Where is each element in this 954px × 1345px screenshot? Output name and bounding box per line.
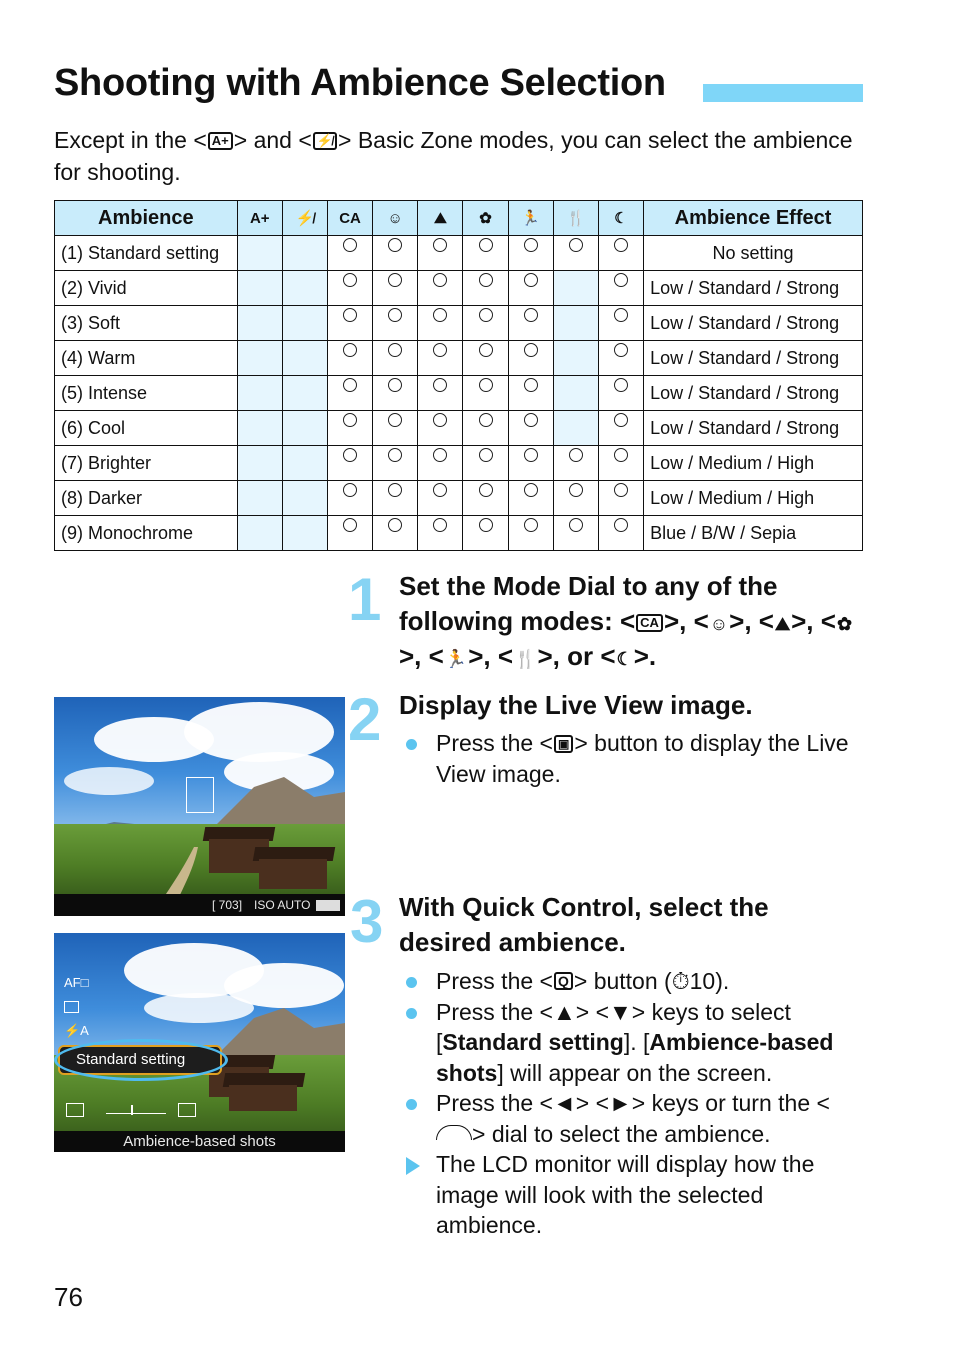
page-number: 76 [54,1282,83,1312]
intro-part: Except in the < [54,127,207,153]
intro-text [54,124,864,188]
availability-cell [463,376,508,411]
available-circle-icon [388,308,402,322]
availability-cell [598,481,643,516]
availability-cell [508,516,553,551]
available-circle-icon [343,518,357,532]
availability-cell [237,341,282,376]
step-3-bullets [404,966,864,1241]
availability-cell [463,306,508,341]
availability-cell [373,236,418,271]
availability-cell [598,411,643,446]
slider-track [106,1113,166,1114]
night-portrait-icon: ☾ [616,649,633,669]
landscape-icon: ⛰ [418,201,463,236]
iso-readout: ISO AUTO [254,898,311,912]
availability-cell [508,411,553,446]
availability-cell [553,271,598,306]
table-row [55,481,863,516]
ambience-name-cell: (7) Brighter [55,446,238,481]
availability-cell [327,516,372,551]
down-key-icon: ▼ [609,998,632,1025]
bullet-bold: Standard setting [442,1029,624,1055]
slider-thumb [131,1105,133,1115]
high-effect-icon [178,1103,196,1117]
drive-mode-icon [64,1001,79,1013]
availability-cell [598,446,643,481]
creative-auto-icon: CA [636,614,663,632]
ambience-effect-slider[interactable] [66,1103,336,1119]
available-circle-icon [343,483,357,497]
available-circle-icon [388,483,402,497]
table-row [55,446,863,481]
shots-remaining: [ 703] [212,898,243,912]
right-key-icon: ► [609,1090,632,1116]
ambience-effect-cell: Low / Medium / High [644,481,863,516]
live-view-camera-icon: ▣ [554,735,573,753]
portrait-icon: ☺ [373,201,418,236]
availability-cell [282,376,327,411]
table-row [55,376,863,411]
availability-cell [508,271,553,306]
available-circle-icon [479,413,493,427]
bullet-dot-icon [406,739,417,750]
availability-cell [282,341,327,376]
available-circle-icon [524,448,538,462]
header-ambience: Ambience [55,201,238,236]
availability-cell [237,306,282,341]
available-circle-icon [614,343,628,357]
landscape-icon: ⛰ [775,614,791,634]
availability-cell [598,516,643,551]
availability-cell [327,306,372,341]
portrait-icon: ☺ [709,614,729,634]
available-circle-icon [388,448,402,462]
availability-cell [237,236,282,271]
available-circle-icon [479,343,493,357]
available-circle-icon [388,273,402,287]
flash-off-icon: ⚡̸ [282,201,327,236]
intro-part: > Basic Zone modes, you can select the ambience for shooting. [54,127,853,185]
available-circle-icon [569,483,583,497]
sports-icon: 🏃 [444,649,468,669]
availability-cell [282,411,327,446]
availability-cell [327,236,372,271]
heading-part: >, or < [537,641,616,671]
available-circle-icon [614,238,628,252]
heading-part: Set the Mode Dial to any of the following modes: < [399,571,778,636]
availability-cell [418,376,463,411]
low-effect-icon [66,1103,84,1117]
available-circle-icon [524,343,538,357]
bullet-text: Press the < [436,1090,553,1116]
availability-cell [327,341,372,376]
availability-cell [508,376,553,411]
closeup-icon: ✿ [836,614,853,634]
available-circle-icon [433,378,447,392]
availability-cell [418,236,463,271]
bullet-dot-icon [406,1008,417,1019]
available-circle-icon [343,448,357,462]
availability-cell [373,271,418,306]
intro-part: > and < [233,127,312,153]
ambience-effect-cell: Low / Standard / Strong [644,341,863,376]
bullet-text: > < [575,1090,610,1116]
heading-part: >. [633,641,657,671]
available-circle-icon [524,413,538,427]
bullet-text: Press the < [436,730,553,756]
night-portrait-icon: ☾ [598,201,643,236]
available-circle-icon [433,308,447,322]
heading-part: >, < [399,641,444,671]
step-number: 2 [348,686,382,753]
availability-cell [508,481,553,516]
availability-cell [327,446,372,481]
available-circle-icon [433,273,447,287]
availability-cell [508,236,553,271]
available-circle-icon [524,308,538,322]
flash-auto-icon: ⚡A [64,1023,89,1038]
ambience-name-cell: (9) Monochrome [55,516,238,551]
bullet-text: Press the < [436,998,553,1025]
battery-icon [316,900,340,911]
availability-cell [282,271,327,306]
ambience-effect-cell: Blue / B/W / Sepia [644,516,863,551]
available-circle-icon [614,483,628,497]
available-circle-icon [343,343,357,357]
available-circle-icon [614,308,628,322]
availability-cell [327,376,372,411]
availability-cell [598,236,643,271]
ambience-effect-cell: Low / Standard / Strong [644,306,863,341]
available-circle-icon [614,273,628,287]
heading-part: >, < [663,606,709,636]
heading-part: >, < [729,606,774,636]
bullet-text: Press the < [436,968,553,994]
availability-cell [327,481,372,516]
availability-cell [598,341,643,376]
available-circle-icon [479,273,493,287]
flash-off-icon: ⚡̸ [313,132,337,150]
bullet-item [404,966,864,997]
bullet-text: > button to display the Live View image. [436,730,849,787]
availability-cell [553,306,598,341]
availability-cell [282,236,327,271]
availability-cell [237,411,282,446]
highlight-ellipse [54,1039,228,1081]
table-row [55,236,863,271]
availability-cell [373,446,418,481]
availability-cell [418,271,463,306]
available-circle-icon [433,483,447,497]
scene-intelligent-auto-icon: A+ [208,132,233,150]
available-circle-icon [614,378,628,392]
step-2-bullets [404,728,864,789]
availability-cell [598,306,643,341]
bullet-item [404,997,864,1089]
available-circle-icon [524,273,538,287]
availability-cell [237,446,282,481]
available-circle-icon [433,448,447,462]
ambience-name-cell: (1) Standard setting [55,236,238,271]
availability-cell [282,446,327,481]
availability-cell [553,481,598,516]
available-circle-icon [479,238,493,252]
availability-cell [373,376,418,411]
available-circle-icon [479,308,493,322]
table-row [55,516,863,551]
available-circle-icon [614,518,628,532]
bullet-text: > keys to select [ [436,998,791,1055]
bullet-text: ). [715,968,730,994]
available-circle-icon [343,378,357,392]
timer-10-icon: ⏱10 [671,968,716,994]
availability-cell [508,306,553,341]
availability-cell [282,306,327,341]
ambience-name-cell: (8) Darker [55,481,238,516]
availability-cell [463,481,508,516]
available-circle-icon [433,343,447,357]
quick-control-screen-image [54,933,345,1152]
table-row [55,341,863,376]
mode-a-plus-icon: A+ [237,201,282,236]
selected-ambience-label: Standard setting [76,1051,186,1068]
available-circle-icon [524,518,538,532]
availability-cell [418,411,463,446]
closeup-icon: ✿ [463,201,508,236]
availability-cell [418,341,463,376]
availability-cell [463,411,508,446]
availability-cell [463,516,508,551]
available-circle-icon [524,483,538,497]
bullet-text: ]. [ [623,1029,650,1055]
title-accent-bar [703,84,863,102]
bullet-text: > keys or turn the < [631,1090,830,1116]
availability-cell [282,481,327,516]
availability-cell [373,481,418,516]
header-effect: Ambience Effect [644,201,863,236]
available-circle-icon [388,413,402,427]
live-view-info-bar [54,894,345,916]
ambience-name-cell: (4) Warm [55,341,238,376]
availability-cell [553,236,598,271]
ambience-effect-cell: No setting [644,236,863,271]
ambience-name-cell: (3) Soft [55,306,238,341]
available-circle-icon [433,413,447,427]
left-key-icon: ◄ [552,1090,576,1116]
up-key-icon: ▲ [552,998,576,1025]
availability-cell [237,481,282,516]
available-circle-icon [388,343,402,357]
available-circle-icon [479,483,493,497]
bullet-text: ] will appear on the screen. [497,1059,773,1086]
availability-cell [418,306,463,341]
ambience-effect-cell: Low / Medium / High [644,446,863,481]
availability-cell [373,516,418,551]
table-row [55,411,863,446]
af-frame [186,777,214,813]
availability-cell [373,411,418,446]
step-number: 3 [350,888,384,955]
availability-cell [373,306,418,341]
step-number: 1 [348,566,382,633]
availability-cell [553,376,598,411]
bullet-item [404,728,864,789]
available-circle-icon [388,238,402,252]
availability-cell [463,446,508,481]
step-3-heading: With Quick Control, select the desired ambience. [399,892,769,957]
availability-cell [327,271,372,306]
availability-cell [553,341,598,376]
bullet-dot-icon [406,977,417,988]
availability-cell [463,236,508,271]
creative-auto-icon: CA [327,201,372,236]
available-circle-icon [343,413,357,427]
available-circle-icon [343,238,357,252]
availability-cell [418,481,463,516]
heading-part: >, < [791,606,836,636]
available-circle-icon [479,518,493,532]
page-title: Shooting with Ambience Selection [54,62,666,104]
food-icon: 🍴 [514,649,537,669]
available-circle-icon [569,518,583,532]
available-circle-icon [433,238,447,252]
bullet-bold: Ambience-based shots [436,1029,834,1086]
available-circle-icon [524,238,538,252]
availability-cell [418,446,463,481]
available-circle-icon [343,273,357,287]
availability-cell [598,376,643,411]
availability-cell [327,411,372,446]
bullet-text: > < [575,998,610,1025]
availability-cell [463,341,508,376]
available-circle-icon [569,448,583,462]
availability-cell [237,376,282,411]
availability-cell [553,516,598,551]
available-circle-icon [388,518,402,532]
ambience-name-cell: (6) Cool [55,411,238,446]
available-circle-icon [479,378,493,392]
availability-cell [598,271,643,306]
table-row [55,306,863,341]
heading-part: >, < [468,641,514,671]
ambience-effect-cell: Low / Standard / Strong [644,411,863,446]
available-circle-icon [433,518,447,532]
step-2-heading: Display the Live View image. [399,690,753,720]
bullet-item [404,1088,864,1149]
availability-cell [418,516,463,551]
availability-cell [373,341,418,376]
available-circle-icon [614,413,628,427]
available-circle-icon [614,448,628,462]
table-header-row [55,201,863,236]
available-circle-icon [388,378,402,392]
sports-icon: 🏃 [508,201,553,236]
result-arrow-icon [406,1157,420,1175]
main-dial-icon [436,1125,472,1140]
available-circle-icon [524,378,538,392]
quick-control-icon: Q [554,972,573,990]
bullet-dot-icon [406,1099,417,1110]
quick-control-caption: Ambience-based shots [54,1131,345,1152]
bullet-text: > button ( [573,968,672,994]
ambience-name-cell: (5) Intense [55,376,238,411]
available-circle-icon [569,238,583,252]
food-icon: 🍴 [553,201,598,236]
available-circle-icon [343,308,357,322]
live-view-screen-image [54,697,345,916]
availability-cell [508,446,553,481]
availability-cell [237,271,282,306]
ambience-effect-cell: Low / Standard / Strong [644,271,863,306]
availability-cell [463,271,508,306]
step-1-heading [399,569,859,674]
ambience-effect-cell: Low / Standard / Strong [644,376,863,411]
availability-cell [282,516,327,551]
ambience-name-cell: (2) Vivid [55,271,238,306]
table-row [55,271,863,306]
availability-cell [553,446,598,481]
bullet-item [404,1149,864,1241]
available-circle-icon [479,448,493,462]
availability-cell [553,411,598,446]
availability-cell [508,341,553,376]
availability-cell [237,516,282,551]
af-mode-indicator: AF□ [64,975,89,990]
bullet-text: The LCD monitor will display how the image will look with the selected ambience. [436,1151,815,1238]
bullet-text: > dial to select the ambience. [472,1120,771,1147]
ambience-table [54,200,863,551]
